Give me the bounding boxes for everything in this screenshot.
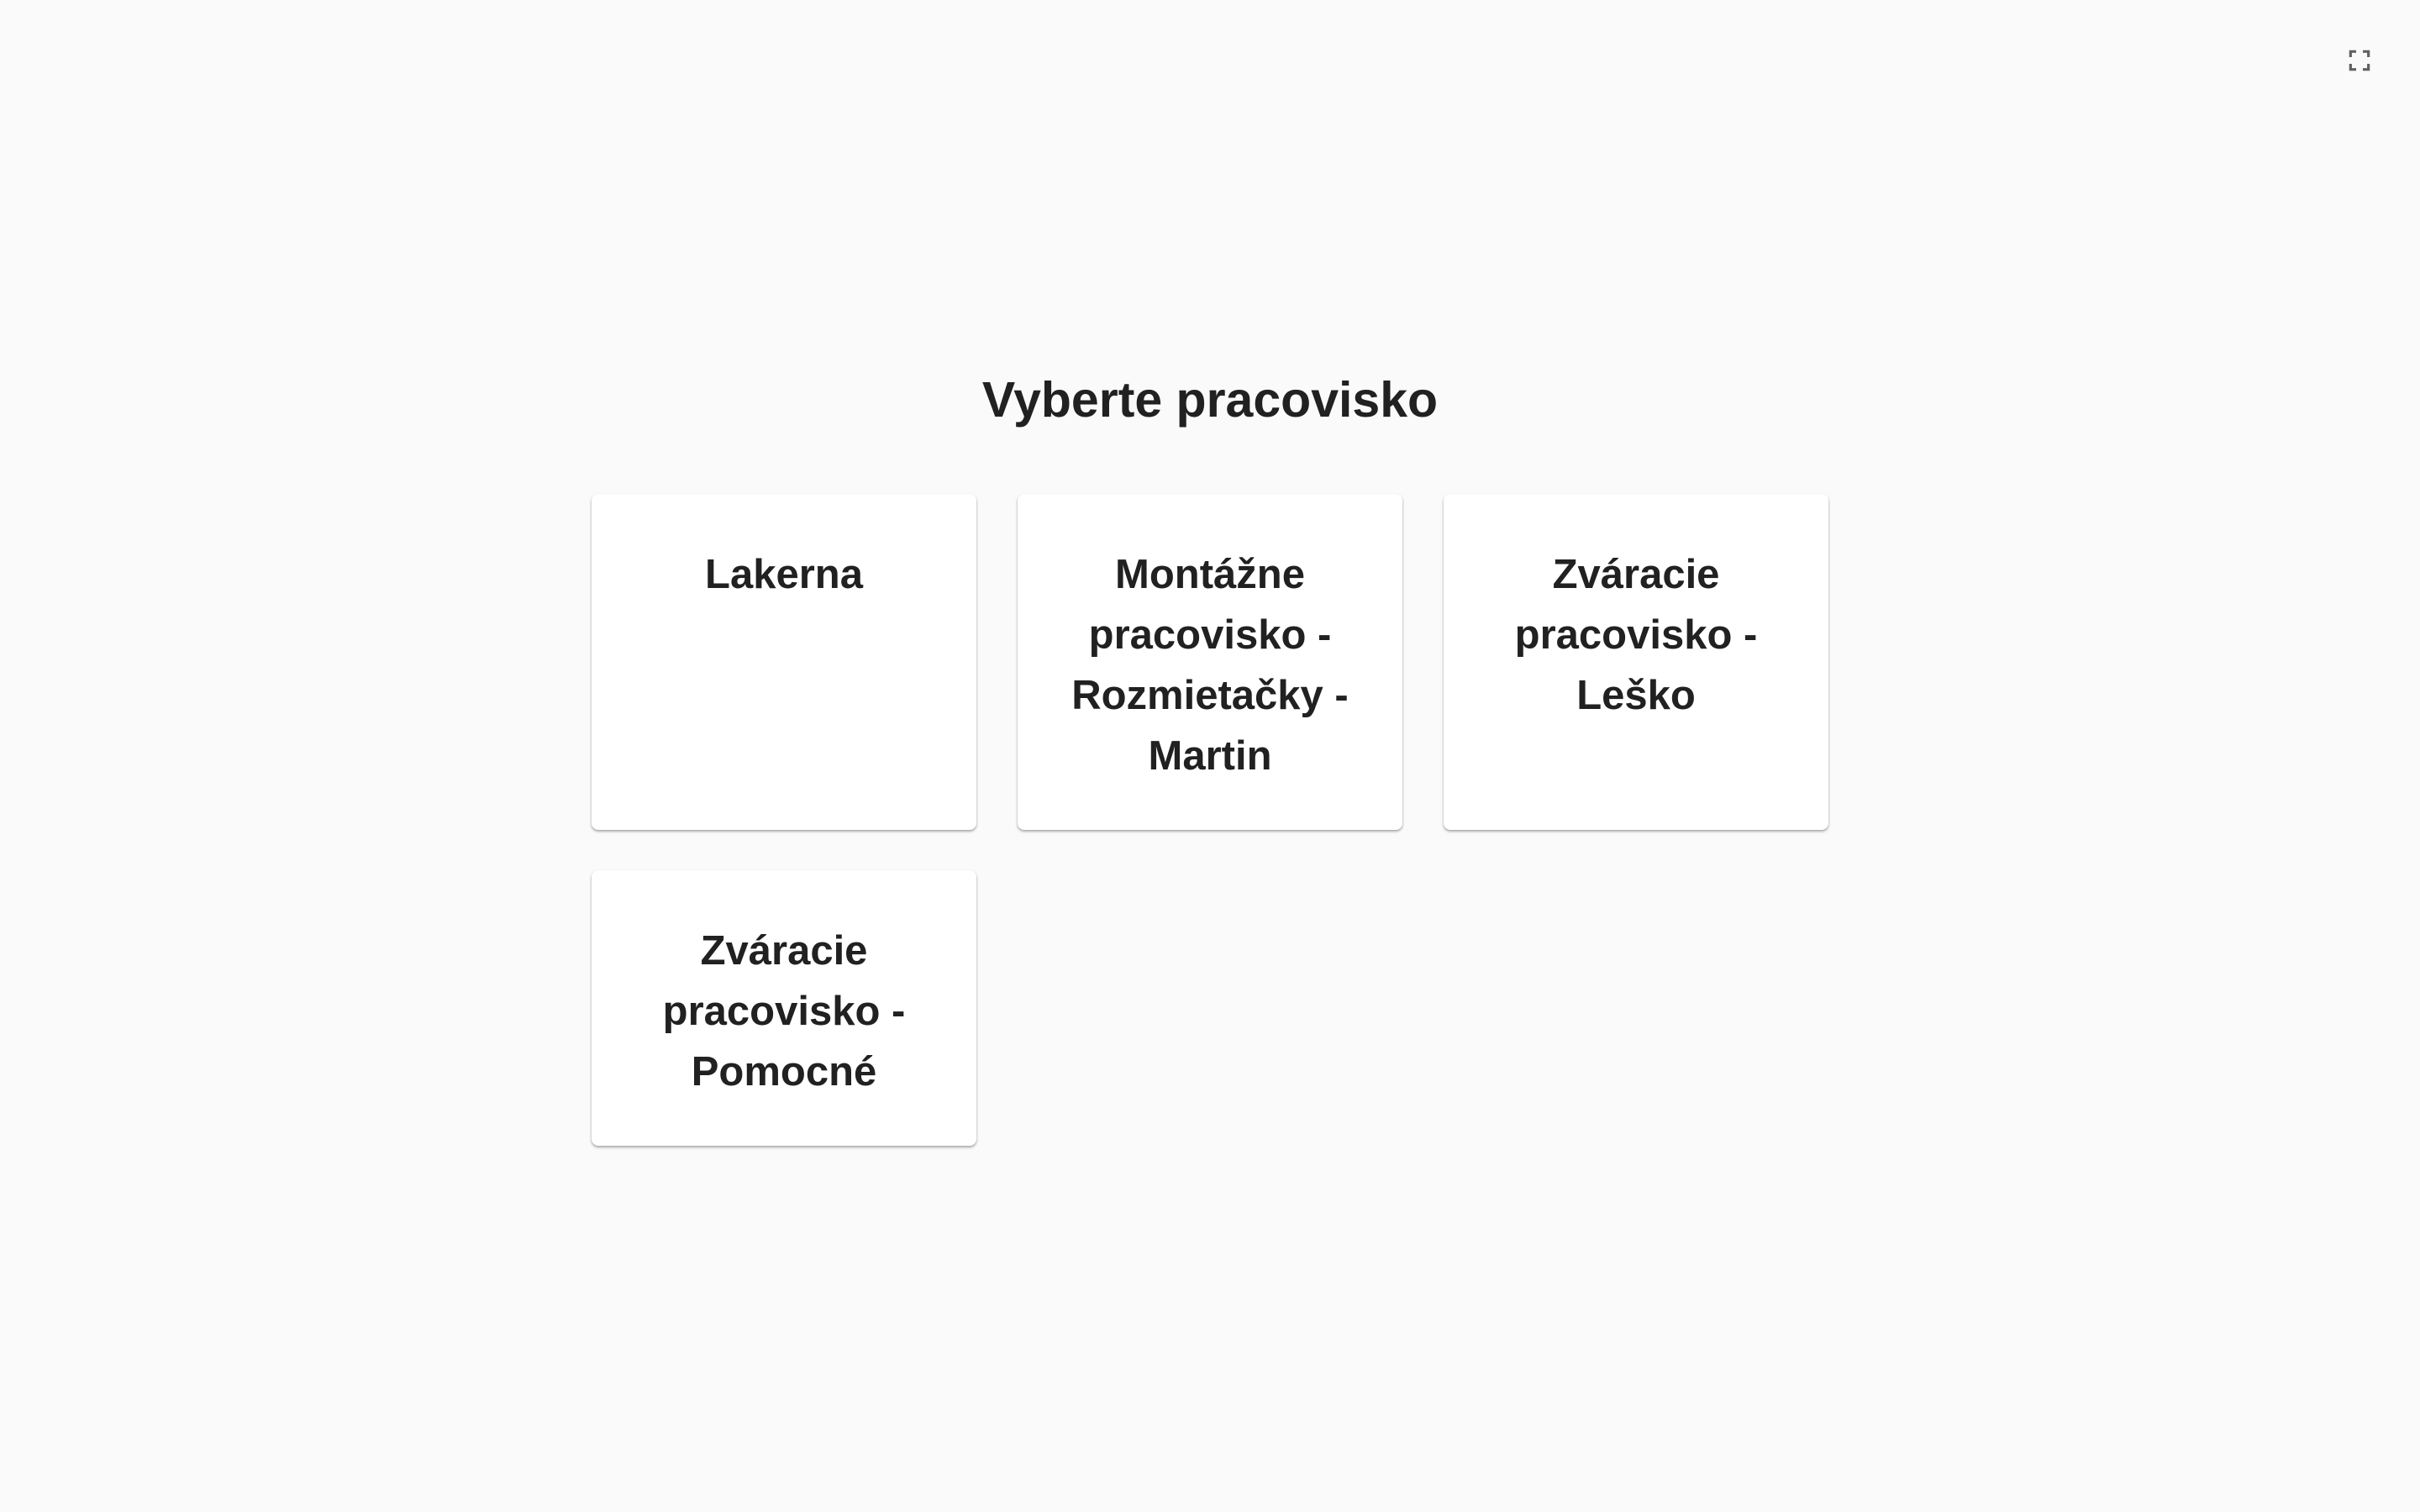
- workplace-card-lakerna[interactable]: [592, 494, 976, 830]
- fullscreen-icon: [2346, 47, 2373, 74]
- workplace-card-label: Montážne pracovisko - Rozmietačky - Martin: [1071, 552, 1349, 779]
- workplace-card-zvaracie-lesko[interactable]: [1444, 494, 1828, 830]
- workplace-card-label: Zváracie pracovisko - Leško: [1514, 552, 1758, 718]
- page-title: Vyberte pracovisko: [981, 372, 1439, 428]
- workplace-card-zvaracie-pomocne[interactable]: [592, 870, 976, 1146]
- workplace-card-label: Lakerna: [705, 552, 863, 597]
- workplace-card-montazne-rozmietacky-martin[interactable]: [1018, 494, 1402, 830]
- fullscreen-button[interactable]: [2339, 40, 2380, 81]
- workplace-grid: [592, 494, 1828, 1146]
- workplace-card-label: Zváracie pracovisko - Pomocné: [662, 928, 906, 1095]
